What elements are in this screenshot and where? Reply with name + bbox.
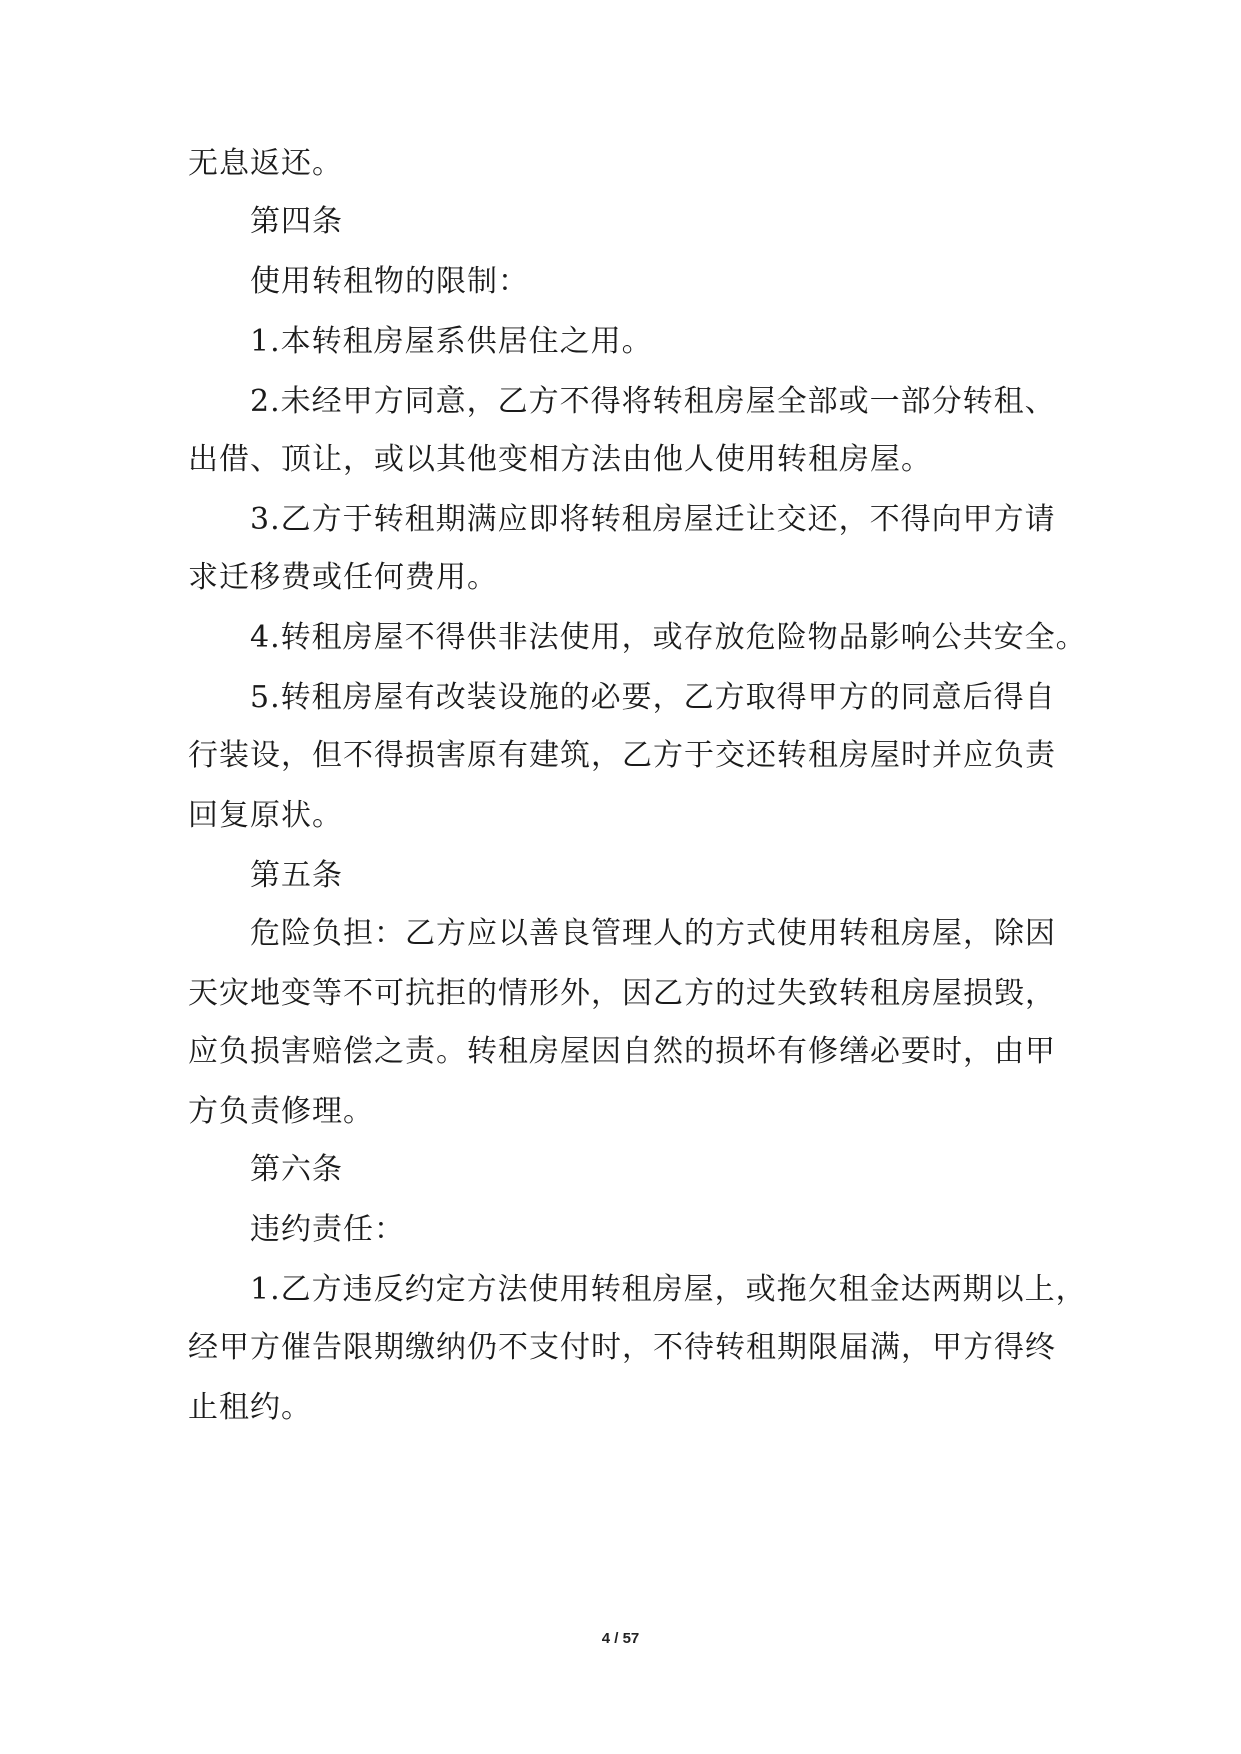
text-line: 无息返还。 [188, 146, 343, 181]
text-line: 危险负担：乙方应以善良管理人的方式使用转租房屋，除因 [250, 916, 1056, 951]
text-line: 行装设，但不得损害原有建筑，乙方于交还转租房屋时并应负责 [188, 738, 1056, 773]
text-line: 求迁移费或任何费用。 [188, 560, 498, 595]
text-line: 使用转租物的限制： [250, 264, 529, 299]
text-line: 方负责修理。 [188, 1094, 374, 1129]
text-line: 回复原状。 [188, 798, 343, 833]
text-line: 止租约。 [188, 1390, 312, 1425]
text-line: 天灾地变等不可抗拒的情形外，因乙方的过失致转租房屋损毁， [188, 976, 1056, 1011]
text-line: 应负损害赔偿之责。转租房屋因自然的损坏有修缮必要时，由甲 [188, 1034, 1056, 1069]
text-line: 3.乙方于转租期满应即将转租房屋迁让交还，不得向甲方请 [250, 502, 1056, 537]
text-line: 2.未经甲方同意，乙方不得将转租房屋全部或一部分转租、 [250, 384, 1056, 419]
text-line: 违约责任： [250, 1212, 405, 1247]
text-line: 1.乙方违反约定方法使用转租房屋，或拖欠租金达两期以上， [250, 1272, 1087, 1307]
article-heading: 第五条 [250, 858, 343, 893]
text-line: 5.转租房屋有改装设施的必要，乙方取得甲方的同意后得自 [250, 680, 1056, 715]
article-heading: 第四条 [250, 204, 343, 239]
text-line: 出借、顶让，或以其他变相方法由他人使用转租房屋。 [188, 442, 932, 477]
article-heading: 第六条 [250, 1152, 343, 1187]
text-line: 4.转租房屋不得供非法使用，或存放危险物品影响公共安全。 [250, 620, 1087, 655]
page-number: 4 / 57 [601, 1630, 640, 1647]
text-line: 经甲方催告限期缴纳仍不支付时，不待转租期限届满，甲方得终 [188, 1330, 1056, 1365]
text-line: 1.本转租房屋系供居住之用。 [250, 324, 653, 359]
